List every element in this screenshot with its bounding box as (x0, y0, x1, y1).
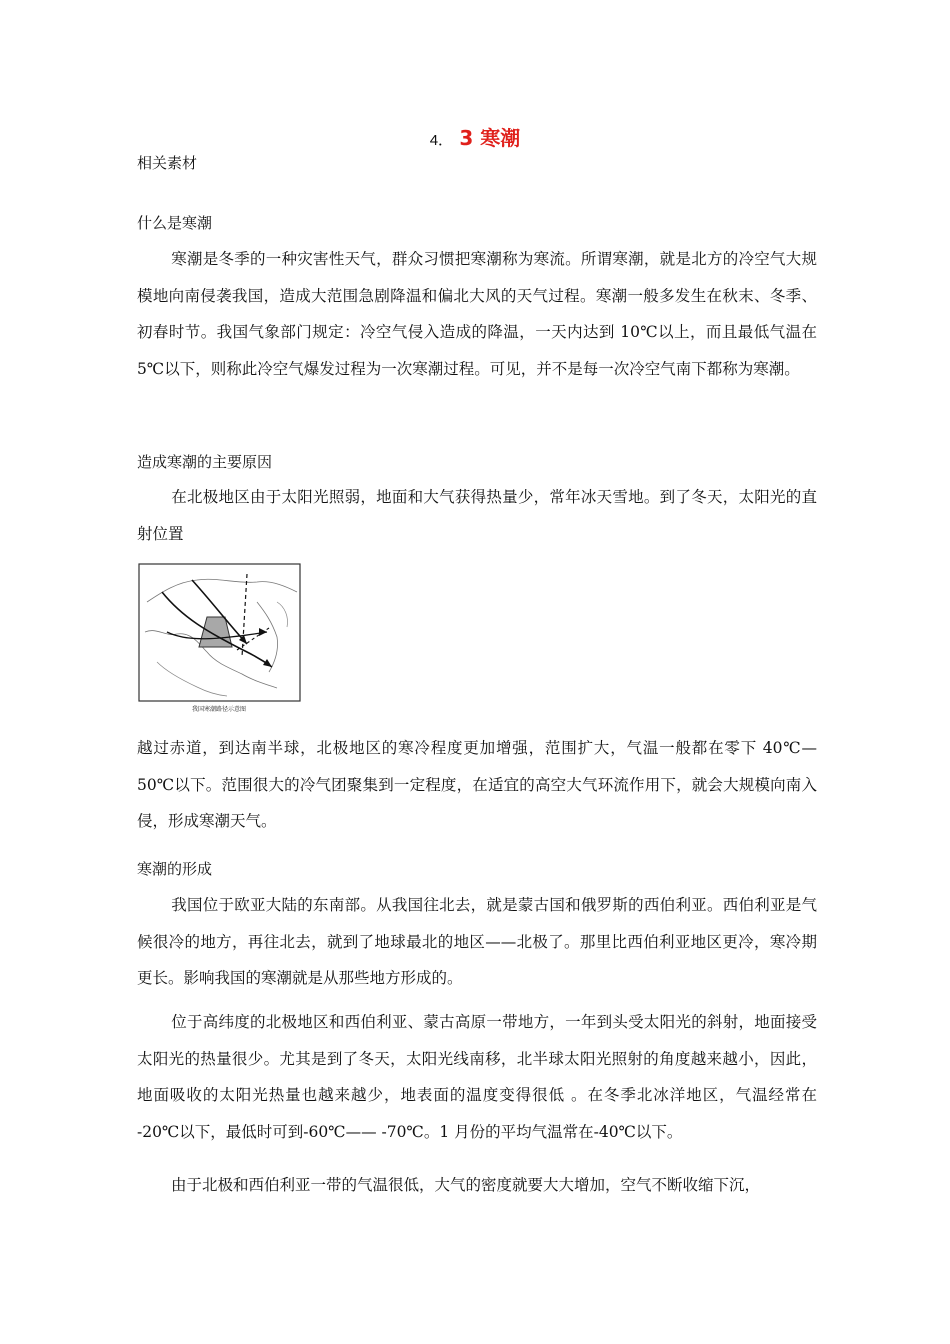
cause-heading: 造成寒潮的主要原因 (137, 453, 273, 471)
related-material-label: 相关素材 (137, 154, 198, 172)
page-title (0, 122, 950, 151)
cause-paragraph-1-text: 在北极地区由于太阳光照弱，地面和大气获得热量少，常年冰天雪地。到了冬天，太阳光的直射位置 (137, 488, 817, 543)
what-heading: 什么是寒潮 (137, 214, 213, 232)
cause-paragraph-2-text: 越过赤道，到达南半球，北极地区的寒冷程度更加增强，范围扩大，气温一般都在零下 40℃—50℃以下。范围很大的冷气团聚集到一定程度，在适宜的高空大气环流作用下，就会大规模向南入侵，形成寒潮天气。 (137, 739, 817, 830)
formation-paragraph-2-text: 位于高纬度的北极地区和西伯利亚、蒙古高原一带地方，一年到头受太阳光的斜射，地面接受太阳光的热量很少。尤其是到了冬天，太阳光线南移，北半球太阳光照射的角度越来越小，因此，地面吸收的太阳光热量也越来越少，地表面的温度变得很低 。在冬季北冰洋地区，气温经常在 -20℃以下，最低时可到-60℃—— -70℃。1 月份的平均气温常在-40℃以下。 (137, 1013, 817, 1141)
cold-wave-path-map (137, 562, 302, 717)
title-text: 3 寒潮 (459, 126, 521, 150)
what-paragraph-text: 寒潮是冬季的一种灾害性天气，群众习惯把寒潮称为寒流。所谓寒潮，就是北方的冷空气大规模地向南侵袭我国，造成大范围急剧降温和偏北大风的天气过程。寒潮一般多发生在秋末、冬季、初春时节。我国气象部门规定：冷空气侵入造成的降温，一天内达到 10℃以上，而且最低气温在 5℃以下，则称此冷空气爆发过程为一次寒潮过程。可见，并不是每一次冷空气南下都称为寒潮。 (137, 250, 817, 378)
formation-paragraph-3 (137, 1167, 817, 1204)
map-caption: 我国寒潮路径示意图 (191, 706, 247, 713)
formation-paragraph-1 (137, 887, 817, 997)
formation-paragraph-2 (137, 1004, 817, 1150)
cause-paragraph-1 (137, 479, 817, 552)
formation-paragraph-1-text: 我国位于欧亚大陆的东南部。从我国往北去，就是蒙古国和俄罗斯的西伯利亚。西伯利亚是气候很冷的地方，再往北去，就到了地球最北的地区——北极了。那里比西伯利亚地区更冷，寒冷期更长。影响我国的寒潮就是从那些地方形成的。 (137, 896, 817, 987)
formation-paragraph-3-text: 由于北极和西伯利亚一带的气温很低，大气的密度就要大大增加，空气不断收缩下沉， (171, 1176, 761, 1194)
what-paragraph (137, 241, 817, 387)
cause-paragraph-2 (137, 730, 817, 840)
title-number: 4． (429, 132, 454, 149)
formation-heading: 寒潮的形成 (137, 860, 213, 878)
